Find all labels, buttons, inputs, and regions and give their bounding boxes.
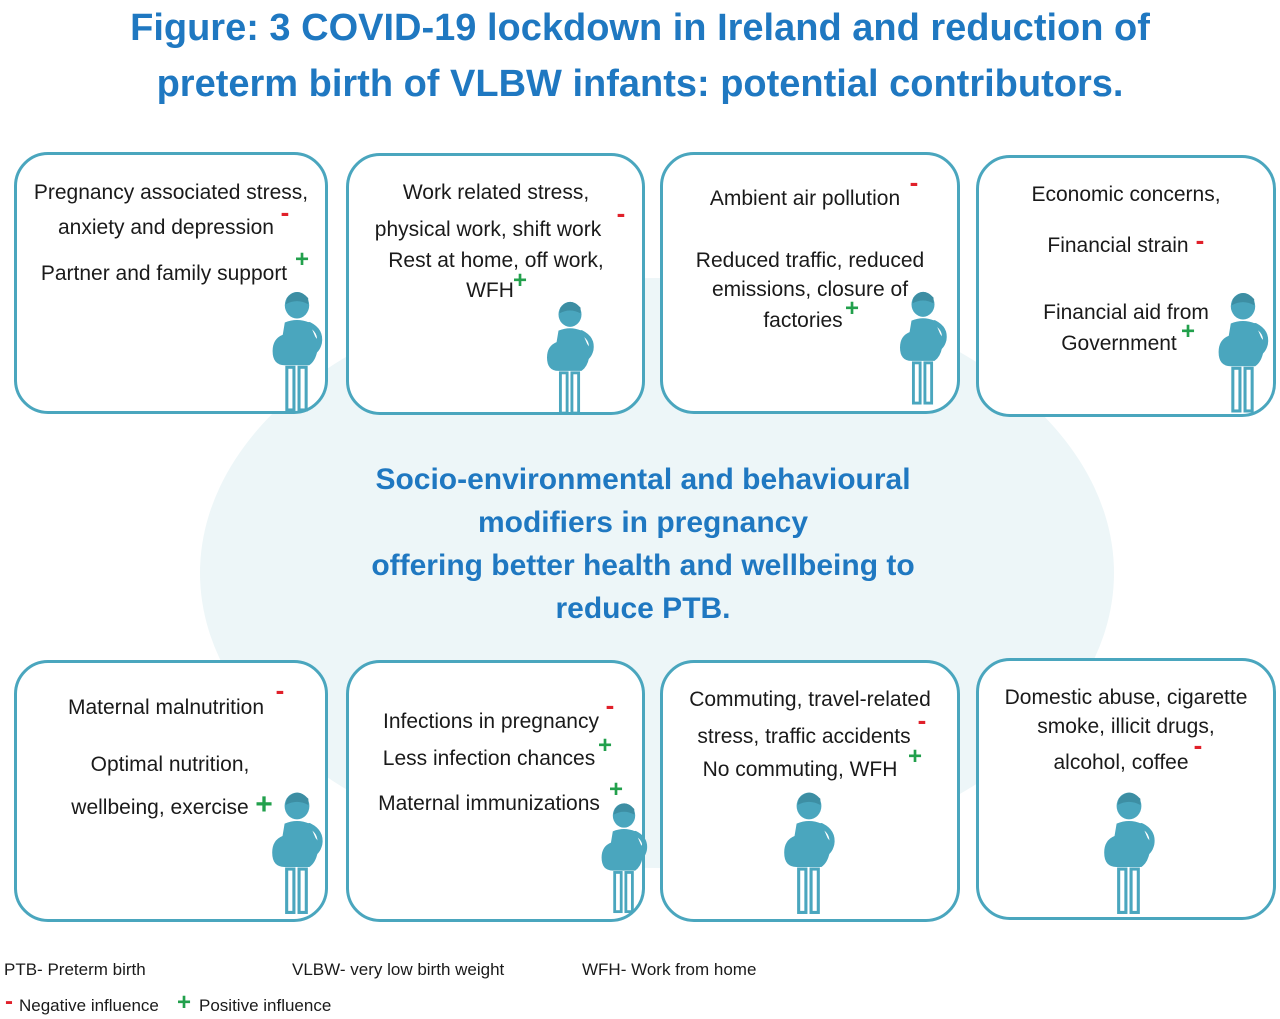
card-commute-line-2: stress, traffic accidents	[697, 725, 911, 748]
negative-sign-icon: -	[275, 675, 285, 705]
positive-sign-icon: +	[844, 295, 860, 322]
negative-sign-icon: -	[917, 705, 927, 735]
positive-sign-icon: +	[1180, 318, 1196, 345]
title-line-2: preterm birth of VLBW infants: potential contributors.	[156, 63, 1124, 105]
card-air-line-4: factories	[763, 309, 843, 332]
pregnant-woman-icon	[893, 290, 953, 405]
card-infection-line-3: Maternal immunizations	[378, 792, 600, 815]
center-statement	[300, 458, 986, 630]
negative-sign-icon: -	[1195, 225, 1205, 255]
negative-sign-icon: -	[1193, 730, 1203, 760]
card-work-line-1: Work related stress,	[402, 181, 590, 204]
card-air-line-2: Reduced traffic, reduced	[695, 249, 925, 272]
pregnant-woman-icon	[266, 290, 328, 412]
pregnant-woman-icon	[1212, 291, 1274, 413]
positive-sign-icon: +	[608, 776, 624, 803]
card-work-line-4: WFH	[466, 279, 514, 302]
card-abuse-line-1: Domestic abuse, cigarette	[1004, 686, 1248, 709]
card-stress-line-1: Pregnancy associated stress,	[33, 181, 309, 204]
positive-sign-icon: +	[907, 743, 923, 770]
pregnant-woman-icon	[540, 300, 600, 415]
card-stress-line-2: anxiety and depression	[58, 216, 274, 239]
positive-sign-icon: +	[597, 732, 613, 759]
card-abuse-line-2: smoke, illicit drugs,	[1037, 715, 1215, 738]
negative-sign-icon: -	[605, 690, 615, 720]
card-economic-line-1: Economic concerns,	[1031, 183, 1221, 206]
card-air-line-3: emissions, closure of	[711, 278, 909, 301]
legend-positive-sign-icon: +	[176, 989, 192, 1016]
pregnant-woman-icon	[266, 790, 328, 915]
card-work-line-2: physical work, shift work	[374, 218, 602, 241]
positive-sign-icon: +	[294, 246, 310, 273]
legend-ptb: PTB- Preterm birth	[4, 960, 146, 979]
negative-sign-icon: -	[909, 167, 919, 197]
card-work-line-3: Rest at home, off work,	[388, 249, 604, 272]
legend-negative-sign-icon: -	[5, 988, 13, 1015]
pregnant-woman-icon	[1098, 790, 1160, 915]
card-infection-line-1: Infections in pregnancy	[383, 710, 599, 733]
center-line-3: offering better health and wellbeing to	[371, 549, 915, 582]
card-commute-line-3: No commuting, WFH	[702, 758, 898, 781]
card-stress-line-3: Partner and family support	[40, 262, 288, 285]
card-economic-line-4: Government	[1061, 332, 1177, 355]
title-line-1: Figure: 3 COVID-19 lockdown in Ireland and reduction of	[130, 7, 1150, 49]
legend-negative: Negative influence	[19, 996, 159, 1015]
card-infection-line-2: Less infection chances	[382, 747, 596, 770]
center-line-4: reduce PTB.	[555, 592, 731, 625]
card-commute-line-1: Commuting, travel-related	[689, 688, 931, 711]
positive-sign-icon: +	[512, 267, 528, 294]
card-nutrition-line-3: wellbeing, exercise	[71, 796, 249, 819]
negative-sign-icon: -	[280, 197, 290, 227]
legend-wfh: WFH- Work from home	[582, 960, 757, 979]
positive-sign-icon: +	[255, 788, 273, 821]
card-nutrition-line-1: Maternal malnutrition	[67, 696, 265, 719]
center-line-2: modifiers in pregnancy	[477, 506, 809, 539]
negative-sign-icon: -	[616, 198, 626, 228]
legend-positive: Positive influence	[199, 996, 332, 1015]
card-economic-line-2: Financial strain	[1047, 234, 1189, 257]
card-nutrition-line-2: Optimal nutrition,	[90, 753, 250, 776]
legend-vlbw: VLBW- very low birth weight	[292, 960, 505, 979]
card-abuse-line-3: alcohol, coffee	[1053, 751, 1189, 774]
card-air-line-1: Ambient air pollution	[709, 187, 901, 210]
center-line-1: Socio-environmental and behavioural	[375, 463, 911, 496]
card-economic-line-3: Financial aid from	[1043, 301, 1209, 324]
figure-title	[0, 0, 1280, 112]
pregnant-woman-icon	[778, 790, 840, 915]
pregnant-woman-icon	[596, 800, 652, 915]
